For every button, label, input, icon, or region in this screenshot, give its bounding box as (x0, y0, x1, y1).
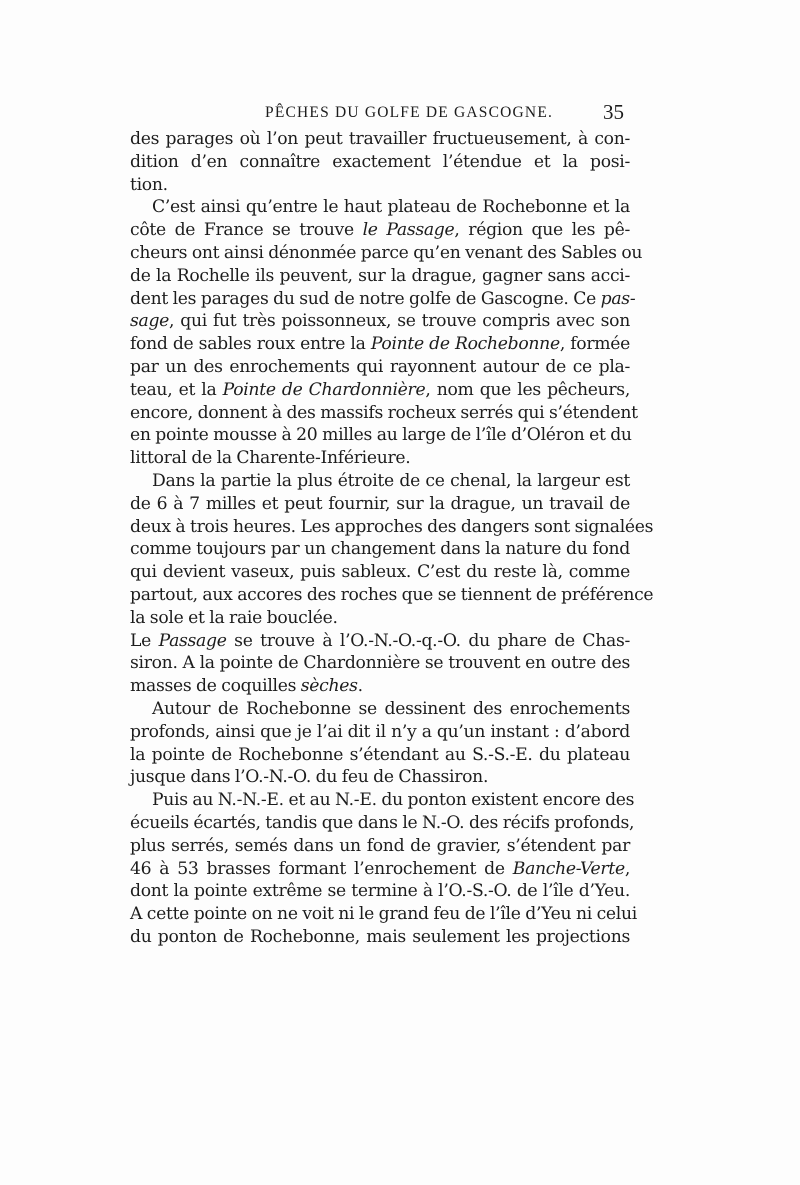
text-line: de la Rochelle ils peuvent, sur la drague, gagner sans acci- (130, 265, 630, 286)
text-line: tion. (130, 174, 168, 195)
text-line: la sole et la raie bouclée. (130, 607, 338, 628)
text-line: A cette pointe on ne voit ni le grand feu de l’île d’Yeu ni celui (130, 904, 637, 925)
italic-term: Pointe de Rochebonne (370, 334, 560, 355)
text-line: fond de sables roux entre la Pointe de Rochebonne, formée (130, 334, 631, 355)
text-line: siron. A la pointe de Chardonnière se trouvent en outre des (130, 653, 630, 674)
text-line: côte de France se trouve le Passage, région que les pê- (130, 220, 631, 241)
text-line: Le Passage se trouve à l’O.-N.-O.-q.-O. du phare de Chas- (130, 630, 630, 651)
text-line: en pointe mousse à 20 milles au large de l’île d’Oléron et du (130, 425, 632, 446)
italic-term: sage (130, 311, 170, 332)
text-line: teau, et la Pointe de Chardonnière, nom que les pêcheurs, (130, 379, 630, 400)
text-line: encore, donnent à des massifs rocheux serrés qui s’étendent (130, 402, 638, 423)
text-line: profonds, ainsi que je l’ai dit il n’y a qu’un instant : d’abord (130, 721, 630, 742)
text-line: jusque dans l’O.-N.-O. du feu de Chassiron. (130, 767, 489, 788)
text-line: cheurs ont ainsi dénonmée parce qu’en venant des Sables ou (130, 242, 643, 263)
italic-term: pas- (600, 288, 636, 309)
text-line: par un des enrochements qui rayonnent autour de ce pla- (130, 356, 630, 377)
text-line: Dans la partie la plus étroite de ce chenal, la largeur est (152, 470, 630, 491)
text-line: littoral de la Charente-Inférieure. (130, 448, 411, 469)
text-line: Autour de Rochebonne se dessinent des enrochements (152, 698, 630, 719)
text-line: C’est ainsi qu’entre le haut plateau de Rochebonne et la (152, 197, 630, 218)
text-line: de 6 à 7 milles et peut fournir, sur la drague, un travail de (130, 493, 630, 514)
text-line: des parages où l’on peut travailler fructueusement, à con- (130, 129, 630, 149)
text-line: dition d’en connaître exactement l’étendue et la posi- (130, 151, 630, 172)
text-line: écueils écartés, tandis que dans le N.-O. des récifs profonds, (130, 812, 635, 833)
text-line: deux à trois heures. Les approches des dangers sont signalées (130, 516, 654, 537)
page-header (130, 102, 624, 126)
page-number: 35 (603, 100, 624, 124)
italic-term: Passage (158, 630, 227, 651)
text-line: dent les parages du sud de notre golfe de Gascogne. Ce pas- (130, 288, 636, 309)
text-line: du ponton de Rochebonne, mais seulement les projections (130, 926, 630, 947)
text-line: plus serrés, semés dans un fond de gravier, s’étendent par (130, 835, 630, 856)
running-head: PÊCHES DU GOLFE DE GASCOGNE. (265, 104, 554, 121)
italic-term: sèches (300, 676, 358, 697)
text-line: la pointe de Rochebonne s’étendant au S.-S.-E. du plateau (130, 744, 630, 765)
text-line: comme toujours par un changement dans la nature du fond (130, 539, 630, 560)
body-text (130, 128, 654, 949)
text-line: Puis au N.-N.-E. et au N.-E. du ponton existent encore des (152, 790, 635, 811)
italic-term: le Passage (362, 220, 455, 241)
text-line: dont la pointe extrême se termine à l’O.-S.-O. de l’île d’Yeu. (130, 881, 630, 902)
text-line: qui devient vaseux, puis sableux. C’est du reste là, comme (130, 562, 630, 583)
text-line: masses de coquilles sèches. (130, 676, 363, 697)
text-line: sage, qui fut très poissonneux, se trouve compris avec son (130, 311, 630, 332)
italic-term: Banche-Verte (512, 858, 625, 879)
text-line: partout, aux accores des roches que se tiennent de préférence (130, 584, 654, 605)
text-line: 46 à 53 brasses formant l’enrochement de Banche-Verte, (130, 858, 630, 879)
italic-term: Pointe de Chardonnière (222, 379, 426, 400)
